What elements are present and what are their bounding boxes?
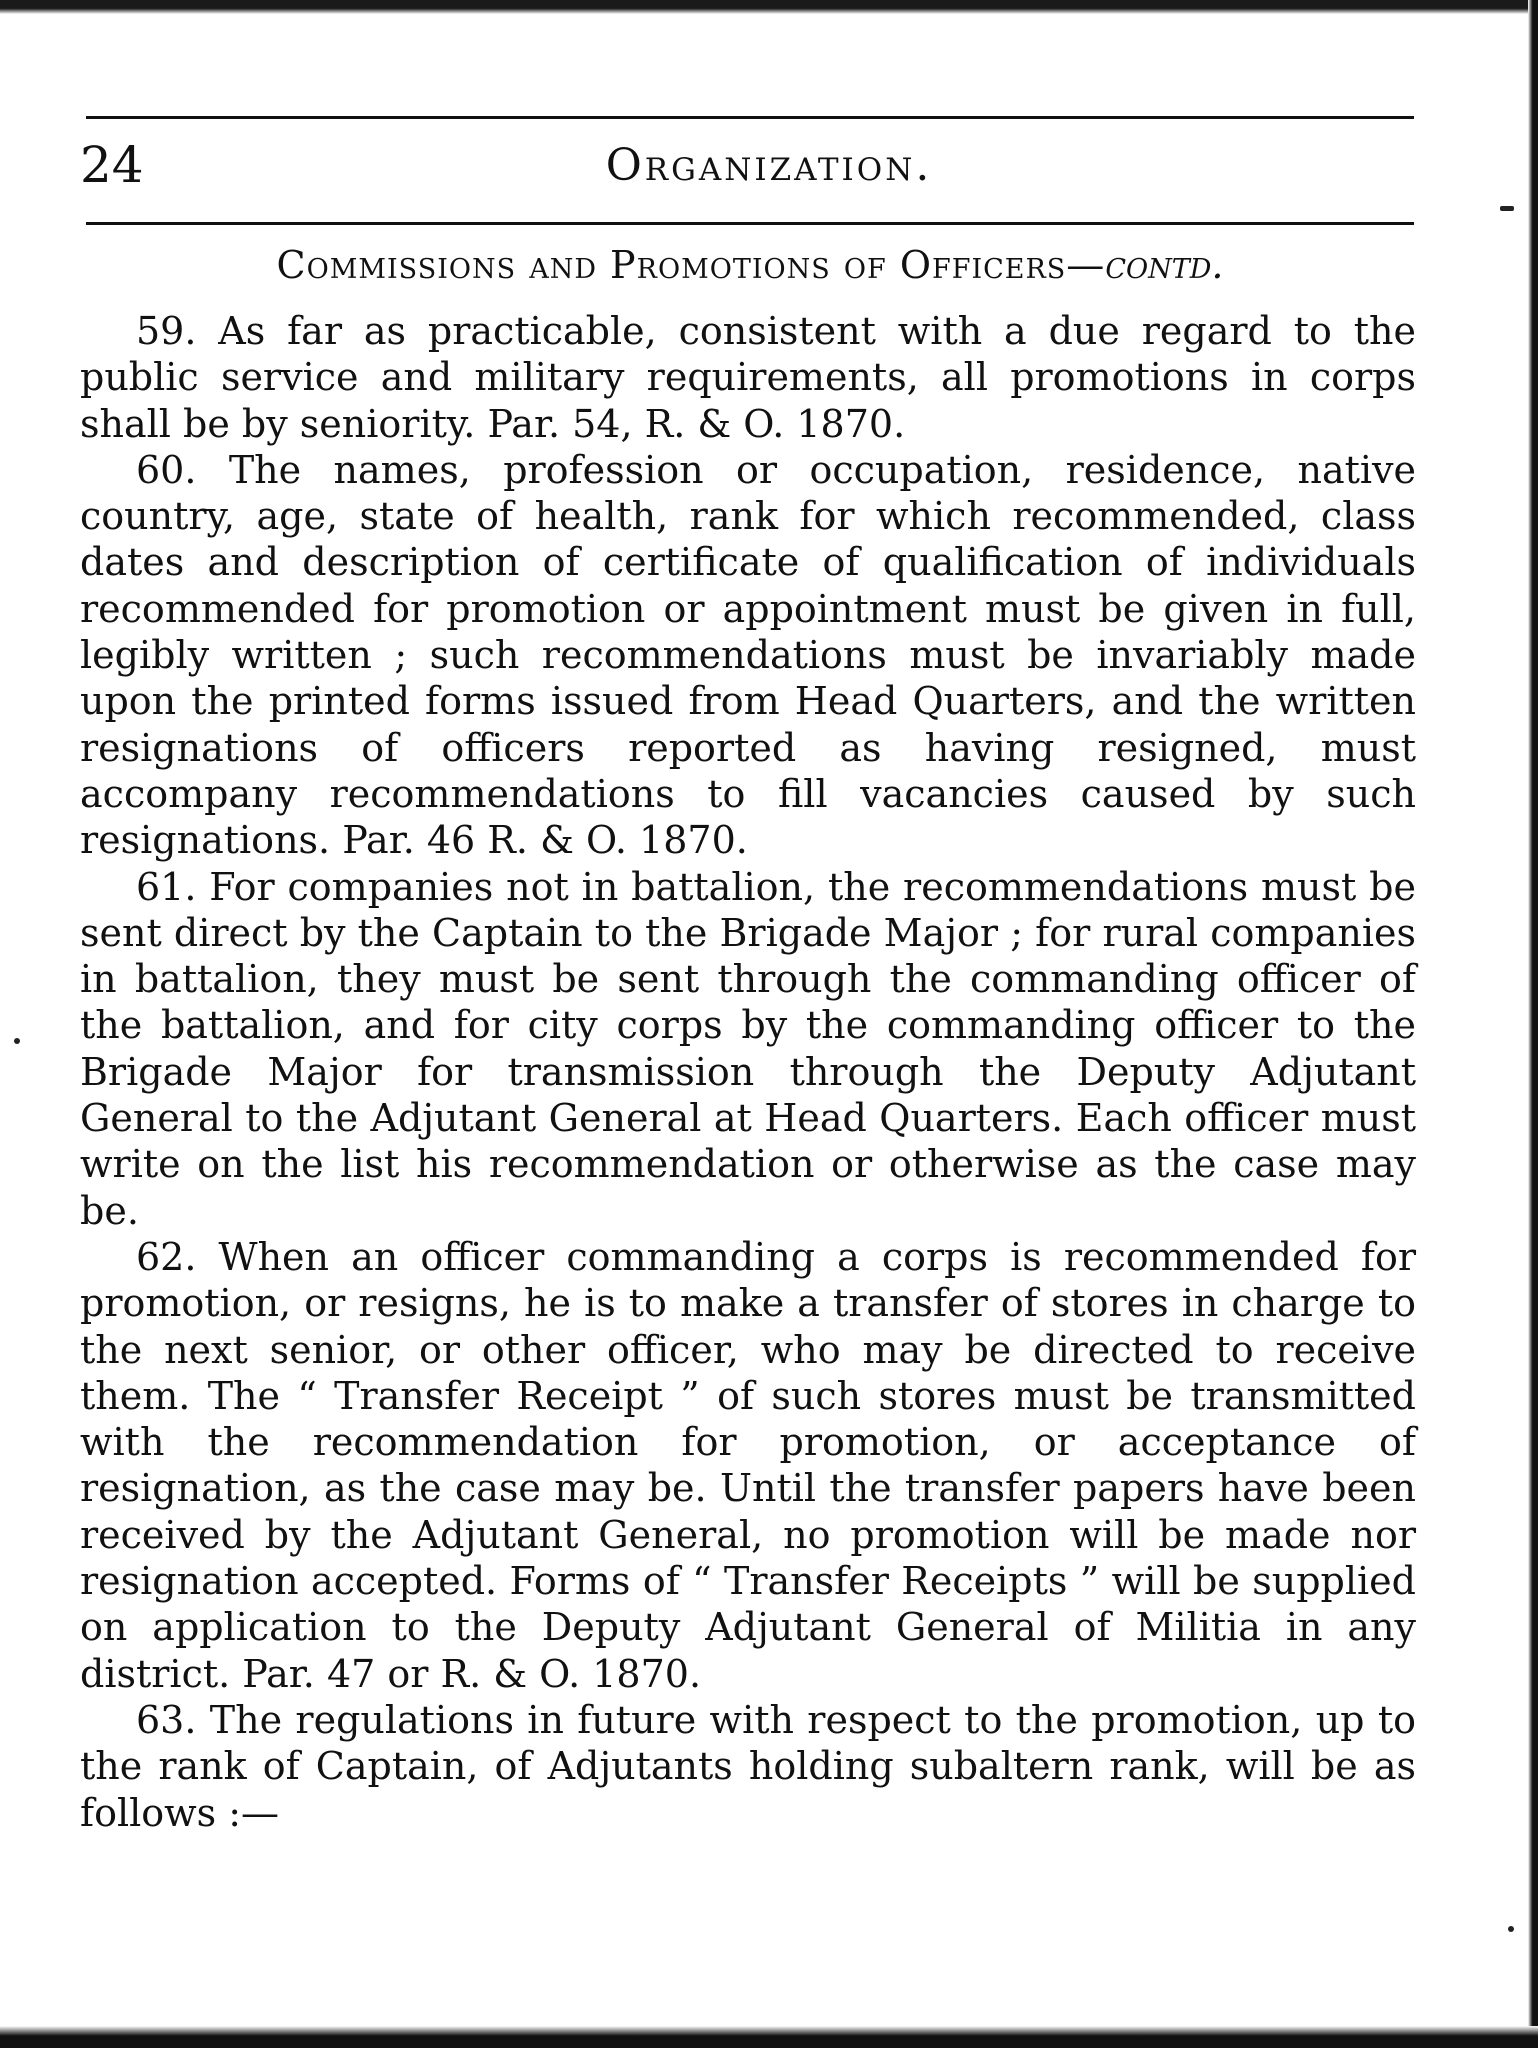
running-title: Organization. [605, 140, 933, 191]
paragraph-59: 59. As far as practicable, consistent with a due regard to the public service and military requirements, all promotions in corps shall be by seniority. Par. 54, R. & O. 1870. [80, 309, 1416, 446]
scan-speck [1500, 206, 1514, 211]
body-text [80, 308, 1416, 1836]
header-top-rule [86, 116, 1414, 119]
scan-speck [14, 1038, 20, 1044]
scan-edge-bottom [0, 2026, 1538, 2048]
paragraph-60: 60. The names, profession or occupation, residence, native country, age, state of health, rank for which recommended, class dates and description of certificate of qualification of individuals recommended for promotion or appointment must be given in full, legibly written ; such recommendations must be invariably made upon the printed forms issued from Head Quarters, and the written resignations of officers reported as having resigned, must accompany recommendations to fill vacancies caused by such resignations. Par. 46 R. & O. 1870. [80, 447, 1416, 863]
paragraph-63: 63. The regulations in future with respect to the promotion, up to the rank of Captain, of Adjutants holding subaltern rank, will be as follows :— [80, 1697, 1416, 1835]
scan-edge-top [0, 0, 1538, 14]
page-number: 24 [80, 136, 144, 194]
scan-edge-right [1528, 0, 1538, 2048]
paragraph-62: 62. When an officer commanding a corps is recommended for promotion, or resigns, he is to make a transfer of stores in charge to the next senior, or other officer, who may be directed to receive them. The “ Transfer Receipt ” of such stores must be transmitted with the recommendation for promotion, or acceptance of resignation, as the case may be. Until the transfer papers have been received by the Adjutant General, no promotion will be made nor resignation accepted. Forms of “ Transfer Receipts ” will be supplied on application to the Deputy Adjutant General of Militia in any district. Par. 47 or R. & O. 1870. [80, 1234, 1416, 1696]
scan-speck [1508, 1926, 1514, 1932]
paragraph-61: 61. For companies not in battalion, the recommendations must be sent direct by the Captain to the Brigade Major ; for rural companies in battalion, they must be sent through the commanding officer of the battalion, and for city corps by the commanding officer to the Brigade Major for transmission through the Deputy Adjutant General to the Adjutant General at Head Quarters. Each officer must write on the list his recommendation or otherwise as the case may be. [80, 864, 1416, 1233]
header-bottom-rule [86, 222, 1414, 225]
section-heading-text: Commissions and Promotions of Officers— [276, 243, 1106, 287]
section-heading [80, 243, 1420, 287]
section-heading-contd: contd. [1105, 243, 1224, 287]
